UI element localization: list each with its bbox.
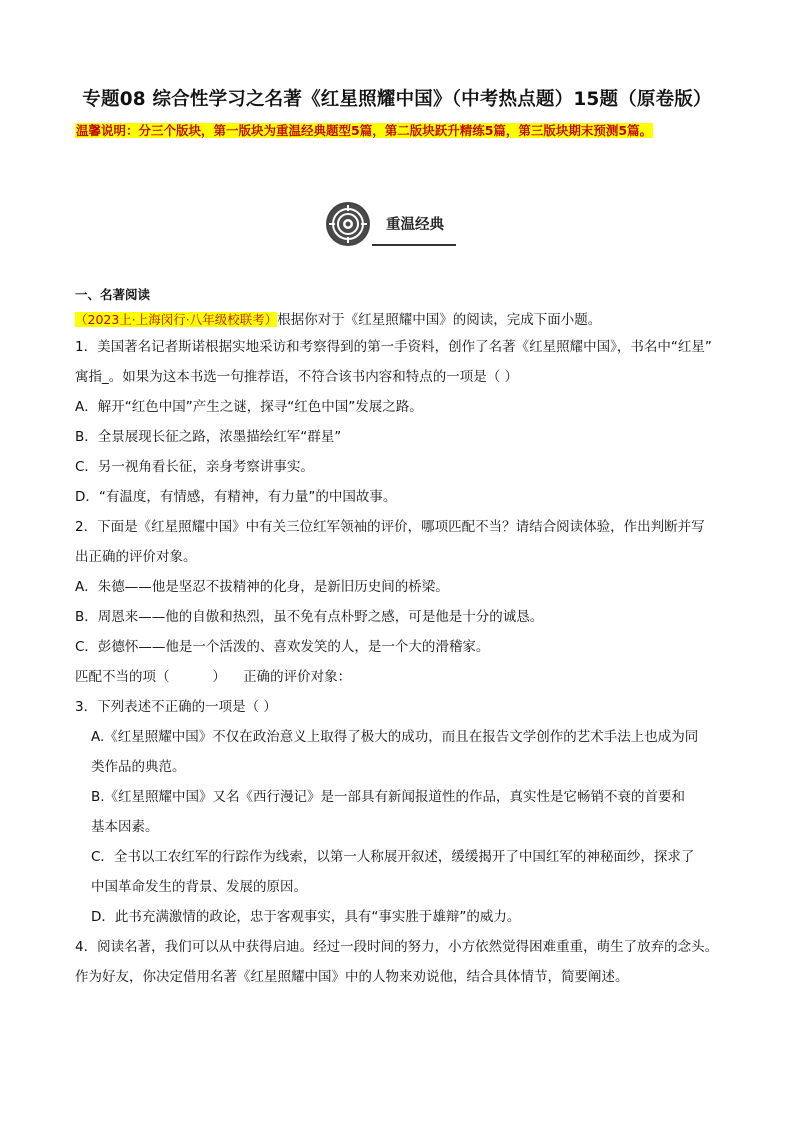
q2-option-c: C．彭德怀——他是一个活泼的、喜欢发笑的人，是一个大的滑稽家。	[75, 639, 490, 655]
q3-option-a-line2: 类作品的典范。	[91, 759, 186, 775]
source-tag: （2023上·上海闵行·八年级校联考）	[75, 312, 278, 327]
intro-line	[75, 310, 735, 330]
q2-option-b: B．周恩来——他的自傲和热烈，虽不免有点朴野之感，可是他是十分的诚恳。	[75, 609, 544, 625]
intro-text: 根据你对于《红星照耀中国》的阅读，完成下面小题。	[277, 312, 602, 328]
question-content	[75, 286, 735, 992]
q1-stem-line2: 寓指_。如果为这本书选一句推荐语，不符合该书内容和特点的一项是（ ）	[75, 369, 519, 385]
q4-stem-line1: 4．阅读名著，我们可以从中获得启迪。经过一段时间的努力，小方依然觉得困难重重，萌生了放弃的念头。	[75, 939, 719, 955]
q2-stem-line1: 2．下面是《红星照耀中国》中有关三位红军领袖的评价，哪项匹配不当？请结合阅读体验，作出判断并写	[75, 519, 705, 535]
q1-option-c: C．另一视角看长征，亲身考察讲事实。	[75, 459, 314, 475]
badge-underline	[372, 244, 456, 246]
q3-option-a-line1: A.《红星照耀中国》不仅在政治意义上取得了极大的成功，而且在报告文学创作的艺术手法上也成为同	[91, 729, 699, 745]
target-icon	[326, 202, 370, 246]
notice-text: 温馨说明：分三个版块，第一版块为重温经典题型5篇，第二版块跃升精练5篇，第三版块期末预测5篇。	[76, 123, 653, 138]
q3-option-d: D．此书充满激情的政论，忠于客观事实，具有“事实胜于雄辩”的威力。	[91, 909, 521, 925]
q3-option-c-line2: 中国革命发生的背景、发展的原因。	[91, 879, 307, 895]
q1-stem-line1: 1．美国著名记者斯诺根据实地采访和考察得到的第一手资料，创作了名著《红星照耀中国》，书名中“红星”	[75, 339, 712, 355]
q3-option-b-line2: 基本因素。	[91, 819, 159, 835]
badge-label: 重温经典	[386, 217, 444, 233]
q1-option-d: D．“有温度，有情感，有精神，有力量”的中国故事。	[75, 489, 397, 505]
section-heading: 一、名著阅读	[75, 287, 151, 302]
notice-container	[75, 120, 735, 140]
q2-answer-prompt: 匹配不当的项（ ） 正确的评价对象：	[75, 669, 352, 685]
page-title: 专题08 综合性学习之名著《红星照耀中国》（中考热点题）15题（原卷版）	[82, 89, 712, 110]
q1-option-b: B．全景展现长征之路，浓墨描绘红军“群星”	[75, 429, 342, 445]
q2-option-a: A．朱德——他是坚忍不拔精神的化身，是新旧历史间的桥梁。	[75, 579, 449, 595]
q1-option-a: A．解开“红色中国”产生之谜，探寻“红色中国”发展之路。	[75, 399, 423, 415]
q3-option-b-line1: B.《红星照耀中国》又名《西行漫记》是一部具有新闻报道性的作品，真实性是它畅销不衰的首要和	[91, 789, 686, 805]
q4-stem-line2: 作为好友，你决定借用名著《红星照耀中国》中的人物来劝说他，结合具体情节，简要阐述。	[75, 969, 629, 985]
section-badge	[324, 200, 464, 252]
q3-option-c-line1: C．全书以工农红军的行踪作为线索，以第一人称展开叙述，缓缓揭开了中国红军的神秘面纱，探求了	[91, 849, 695, 865]
q2-stem-line2: 出正确的评价对象。	[75, 549, 197, 565]
q3-stem: 3．下列表述不正确的一项是（ ）	[75, 699, 277, 715]
